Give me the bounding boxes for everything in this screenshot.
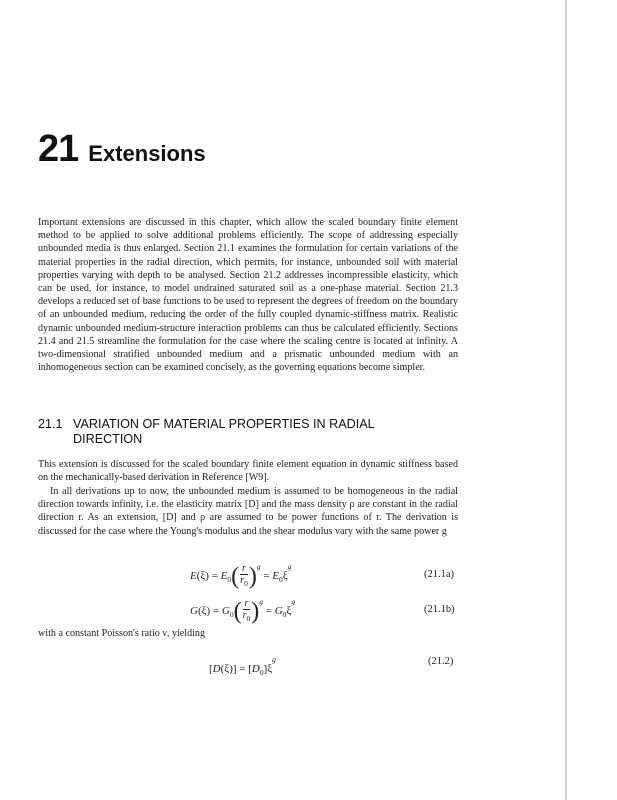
section-paragraph-1: This extension is discussed for the scaled boundary finite element equation in dynamic stiffness based on the mechanically-based derivation in Reference [W9]. xyxy=(38,459,458,484)
section-title-line2: DIRECTION xyxy=(73,431,143,446)
equation-21-1a-number: (21.1a) xyxy=(424,569,455,580)
section-paragraph-3: with a constant Poisson's ratio ν, yielding xyxy=(38,628,206,639)
section-title-line1: VARIATION OF MATERIAL PROPERTIES IN RADIAL xyxy=(73,417,375,431)
section-number: 21.1 xyxy=(38,417,63,431)
equation-21-1a xyxy=(0,561,565,591)
section-heading xyxy=(38,417,468,446)
equation-21-2-number: (21.2) xyxy=(428,656,454,667)
page-edge xyxy=(565,0,567,800)
chapter-number: 21 xyxy=(38,128,79,170)
equation-21-1b-number: (21.1b) xyxy=(424,604,455,615)
chapter-heading xyxy=(38,128,206,171)
equation-21-1a-math: $E(\xi) = E_0$( $\frac{r}{r_0}$ )$^g = E_0\xi^g$ xyxy=(190,562,292,590)
equation-21-1b xyxy=(0,596,565,626)
equation-21-2 xyxy=(0,654,565,684)
section-paragraph-2: In all derivations up to now, the unbounded medium is assumed to be homogeneous in the radial direction towards infinity, i.e. the elasticity matrix [D] and the mass density ρ are constant in the radial direction r. As an extension, [D] and ρ are assumed to be power functions of r. The derivation is discussed for the case where the Young's modulus and the shear modulus vary with the same power g xyxy=(38,486,458,537)
equation-21-1b-math: $G(\xi) = G_0$( $\frac{r}{r_0}$ )$^g = G_0\xi^g$ xyxy=(190,597,296,625)
equation-21-2-math: $[D(\xi)] = [D_0]\xi^g$ xyxy=(209,655,276,678)
intro-paragraph: Important extensions are discussed in this chapter, which allow the scaled boundary finite element method to be applied to solve additional problems efficiently. The scope of addressing especially unbounded media is thus enlarged. Section 21.1 examines the formulation for certain variations of the material properties in the radial direction, which permits, for instance, unbounded soil with material properties varying with depth to be analysed. Section 21.2 addresses incompressible elasticity, which can be used, for instance, to model undrained saturated soil as a one-phase material. Section 21.3 develops a reduced set of base functions to be used to represent the degrees of freedom on the boundary of an unbounded medium, reducing the order of the fully coupled dynamic-stiffness matrix. Realistic dynamic unbounded medium-structure interaction problems can thus be calculated efficiently. Sections 21.4 and 21.5 streamline the formulation for the case where the scaling centre is located at infinity. A two-dimensional stratified unbounded medium and a prismatic unbounded medium with an inhomogeneous section can be examined concisely, as the governing equations become simpler. xyxy=(38,217,458,374)
chapter-title: Extensions xyxy=(88,141,206,166)
